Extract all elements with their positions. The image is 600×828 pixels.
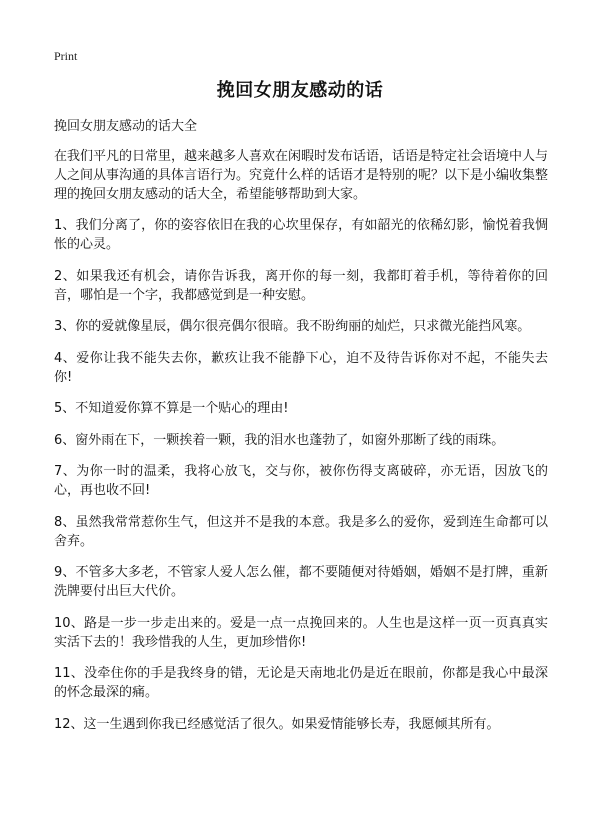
document-subtitle: 挽回女朋友感动的话大全: [54, 119, 198, 134]
list-item-6: 6、窗外雨在下，一颗挨着一颗，我的泪水也蓬勃了，如窗外那断了线的雨珠。: [54, 432, 505, 448]
intro-paragraph: 在我们平凡的日常里，越来越多人喜欢在闲暇时发布话语，话语是特定社会语境中人与人之间从事沟通的具体言语行为。究竟什么样的话语才是特别的呢？以下是小编收集整理的挽回女朋友感动的话大全，希望能够帮助到大家。: [54, 149, 549, 202]
list-item-10: 10、路是一步一步走出来的。爱是一点一点挽回来的。人生也是这样一页一页真真实实活下去的！我珍惜我的人生，更加珍惜你!: [54, 615, 548, 650]
list-item-7: 7、为你一时的温柔，我将心放飞，交与你，被你伤得支离破碎，亦无语，因放飞的心，再也收不回!: [54, 464, 548, 498]
document-body: [54, 147, 548, 746]
list-item-5: 5、不知道爱你算不算是一个贴心的理由!: [54, 401, 289, 416]
list-item-8: 8、虽然我常常惹你生气，但这并不是我的本意。我是多么的爱你，爱到连生命都可以舍弃。: [54, 514, 548, 549]
list-item-4: 4、爱你让我不能失去你，歉疚让我不能静下心，迫不及待告诉你对不起，不能失去你!: [54, 350, 548, 385]
list-item-3: 3、你的爱就像星辰，偶尔很亮偶尔很暗。我不盼绚丽的灿烂，只求微光能挡风寒。: [54, 319, 531, 334]
list-item-9: 9、不管多大多老，不管家人爱人怎么催，都不要随便对待婚姻，婚姻不是打牌，重新洗牌要付出巨大代价。: [54, 565, 548, 599]
list-item-11: 11、没牵住你的手是我终身的错，无论是天南地北仍是近在眼前，你都是我心中最深的怀念最深的痛。: [54, 666, 548, 700]
list-item-12: 12、这一生遇到你我已经感觉活了很久。如果爱情能够长寿，我愿倾其所有。: [54, 716, 500, 732]
list-item-1: 1、我们分离了，你的姿容依旧在我的心坎里保存，有如韶光的依稀幻影，愉悦着我惆怅的心灵。: [54, 218, 548, 252]
document-title: 挽回女朋友感动的话: [216, 80, 384, 101]
print-label: Print: [54, 49, 78, 63]
list-item-2: 2、如果我还有机会，请你告诉我，离开你的每一刻，我都盯着手机，等待着你的回音，哪怕是一个字，我都感觉到是一种安慰。: [54, 268, 548, 303]
